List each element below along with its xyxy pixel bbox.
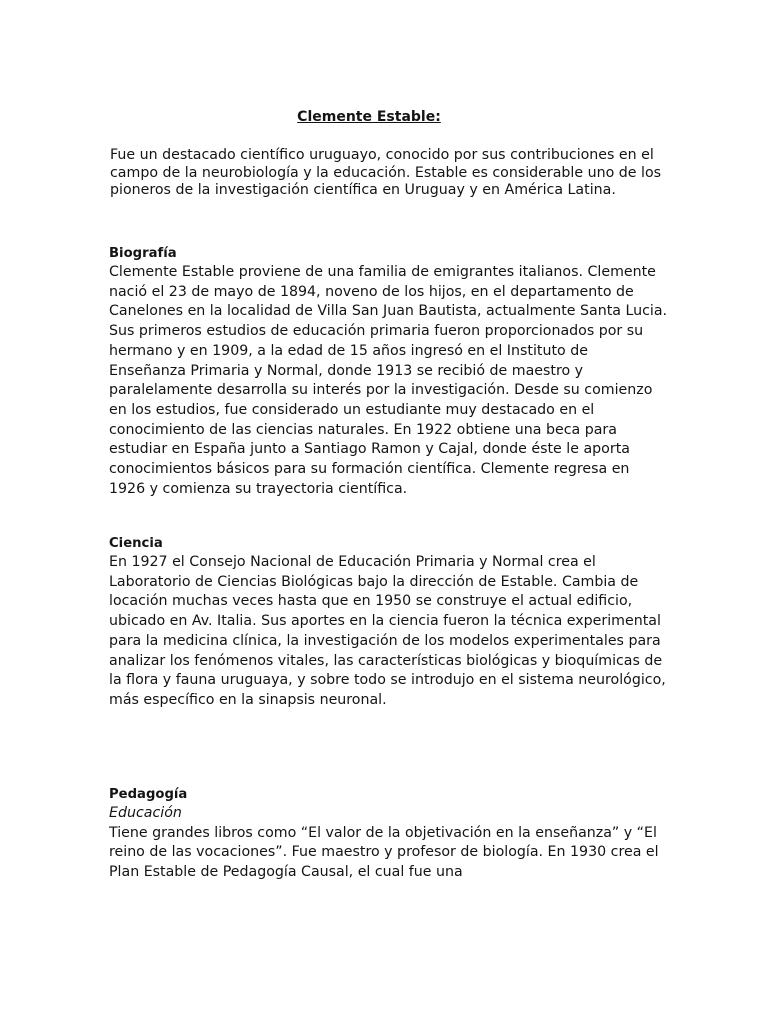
section-biografia [109,245,669,499]
section-ciencia [109,535,669,711]
section-pedagogia [109,786,669,883]
document-title: Clemente Estable: [297,109,441,125]
section-heading: Ciencia [109,536,163,551]
section-body: En 1927 el Consejo Nacional de Educación Primaria y Normal crea el Laboratorio de Ciencias Biológicas bajo la dirección de Estable. Cambia de locación muchas veces hasta que en 1950 se construye el actual edificio, ubicado en Av. Italia. Sus aportes en la ciencia fueron la técnica experimental para la medicina clínica, la investigación de los modelos experimentales para analizar los fenómenos vitales, las características biológicas y bioquímicas de la flora y fauna uruguaya, y sobre todo se introdujo en el sistema neurológico, más específico en la sinapsis neuronal. [109,554,666,708]
section-heading: Pedagogía [109,787,188,802]
section-subheading: Educación [109,805,182,821]
section-body: Tiene grandes libros como “El valor de la objetivación en la enseñanza” y “El reino de las vocaciones”. Fue maestro y profesor de biología. En 1930 crea el Plan Estable de Pedagogía Causal, el cual fue una [109,824,659,881]
intro-paragraph: Fue un destacado científico uruguayo, conocido por sus contribuciones en el campo de la neurobiología y la educación. Estable es considerable uno de los pioneros de la investigación científica en Uruguay y en América Latina. [110,147,662,198]
section-heading: Biografía [109,246,177,261]
section-body: Clemente Estable proviene de una familia de emigrantes italianos. Clemente nació el 23 de mayo de 1894, noveno de los hijos, en el departamento de Canelones en la localidad de Villa San Juan Bautista, actualmente Santa Lucia. Sus primeros estudios de educación primaria fueron proporcionados por su hermano y en 1909, a la edad de 15 años ingresó en el Instituto de Enseñanza Primaria y Normal, donde 1913 se recibió de maestro y paralelamente desarrolla su interés por la investigación. Desde su comienzo en los estudios, fue considerado un estudiante muy destacado en el conocimiento de las ciencias naturales. En 1922 obtiene una beca para estudiar en España junto a Santiago Ramon y Cajal, donde éste le aporta conocimientos básicos para su formación científica. Clemente regresa en 1926 y comienza su trayectoria científica. [109,264,668,497]
